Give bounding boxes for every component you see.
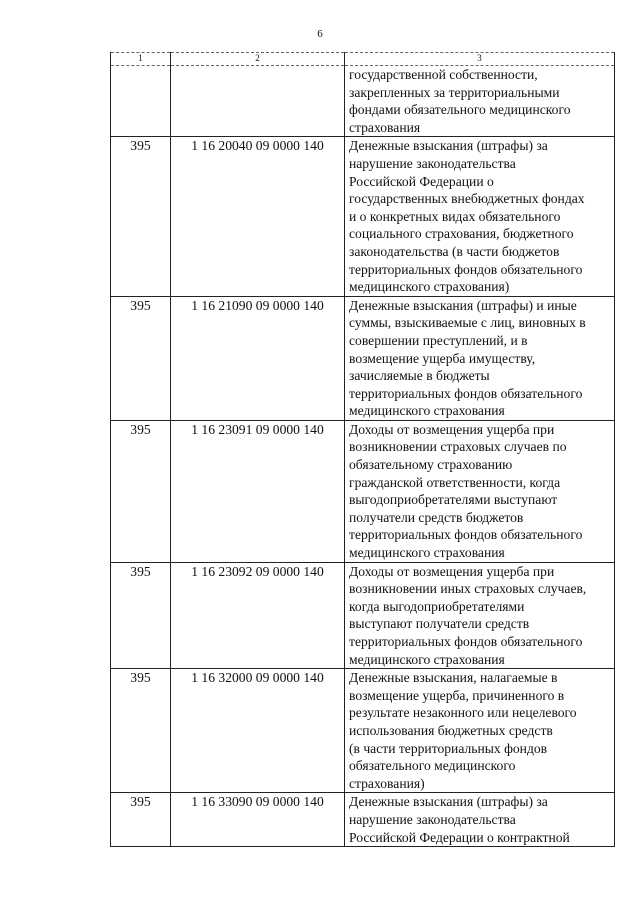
name-line: территориальных фондов обязательного [349,527,583,543]
name-line: использования бюджетных средств [349,722,553,738]
name-line: Российской Федерации о контрактной [349,829,570,845]
continuation-code-cell [111,66,171,137]
name-line: обязательного медицинского [349,758,516,774]
budget-classification-code-cell: 1 16 23091 09 0000 140 [171,420,345,562]
name-line: территориальных фондов обязательного [349,261,583,277]
name-line: медицинского страхования [349,651,505,667]
revenue-name-cell [345,296,615,420]
name-line: медицинского страхования [349,403,505,419]
table-header-row [111,53,615,66]
column-number-2: 2 [171,53,345,66]
name-line: Доходы от возмещения ущерба при [349,563,555,579]
name-line: выгодоприобретателями выступают [349,492,558,508]
budget-classification-code-cell: 1 16 23092 09 0000 140 [171,562,345,669]
table-row [111,562,615,669]
table-row [111,669,615,793]
name-line: законодательства (в части бюджетов [349,243,560,259]
name-line: возмещение ущерба, причиненного в [349,687,565,703]
name-line: социального страхования, бюджетного [349,226,574,242]
name-line: государственной собственности, [349,67,538,82]
name-line: обязательному страхованию [349,457,513,473]
revenue-name-cell [345,669,615,793]
table-row [111,793,615,847]
name-line: возмещение ущерба имуществу, [349,350,536,366]
administrator-code-cell: 395 [111,669,171,793]
name-line: территориальных фондов обязательного [349,634,583,649]
name-line: нарушение законодательства [349,811,516,827]
name-line: получатели средств бюджетов [349,509,524,525]
name-line: совершении преступлений, и в [349,332,528,348]
name-line: Доходы от возмещения ущерба при [349,421,555,437]
administrator-code-cell: 395 [111,793,171,847]
budget-classification-code-cell: 1 16 33090 09 0000 140 [171,793,345,847]
revenue-name-cell [345,793,615,847]
name-line: когда выгодоприобретателями [349,598,525,614]
revenue-name-cell [345,562,615,669]
page-number: 6 [317,28,323,40]
table-row [111,296,615,420]
budget-classification-code-cell: 1 16 21090 09 0000 140 [171,296,345,420]
table-row [111,137,615,296]
name-line: зачисляемые в бюджеты [349,368,490,384]
administrator-code-cell: 395 [111,296,171,420]
name-line: территориальных фондов обязательного [349,385,583,401]
name-line: Денежные взыскания, налагаемые в [349,670,558,686]
column-number-3: 3 [345,53,615,66]
name-line: фондами обязательного медицинского [349,102,571,118]
name-line: Денежные взыскания (штрафы) за [349,138,548,154]
revenue-name-cell [345,420,615,562]
name-line: суммы, взыскиваемые с лиц, виновных в [349,315,586,331]
name-line: государственных внебюджетных фондах [349,191,585,207]
budget-classification-code-cell: 1 16 20040 09 0000 140 [171,137,345,296]
name-line: возникновении иных страховых случаев, [349,581,587,597]
name-line: страхования) [349,775,425,791]
budget-classification-code-cell: 1 16 32000 09 0000 140 [171,669,345,793]
column-number-1: 1 [111,53,171,66]
name-line: результате незаконного или нецелевого [349,705,577,721]
name-line: гражданской ответственности, когда [349,474,561,490]
name-line: страхования [349,119,421,135]
continuation-name-cell [345,66,615,137]
name-line: возникновении страховых случаев по [349,439,567,455]
continuation-row [111,66,615,137]
revenue-codes-table [110,52,615,847]
table-body [111,137,615,847]
continuation-kbk-cell [171,66,345,137]
revenue-name-cell [345,137,615,296]
administrator-code-cell: 395 [111,420,171,562]
name-line: нарушение законодательства [349,155,516,171]
table-row [111,420,615,562]
name-line: закрепленных за территориальными [349,84,560,100]
name-line: Российской Федерации о [349,173,494,189]
name-line: медицинского страхования) [349,279,510,295]
name-line: медицинского страхования [349,545,505,561]
name-line: Денежные взыскания (штрафы) за [349,794,548,810]
name-line: Денежные взыскания (штрафы) и иные [349,297,577,313]
administrator-code-cell: 395 [111,562,171,669]
name-line: выступают получатели средств [349,616,530,632]
name-line: (в части территориальных фондов [349,740,548,756]
name-line: и о конкретных видах обязательного [349,208,561,224]
administrator-code-cell: 395 [111,137,171,296]
